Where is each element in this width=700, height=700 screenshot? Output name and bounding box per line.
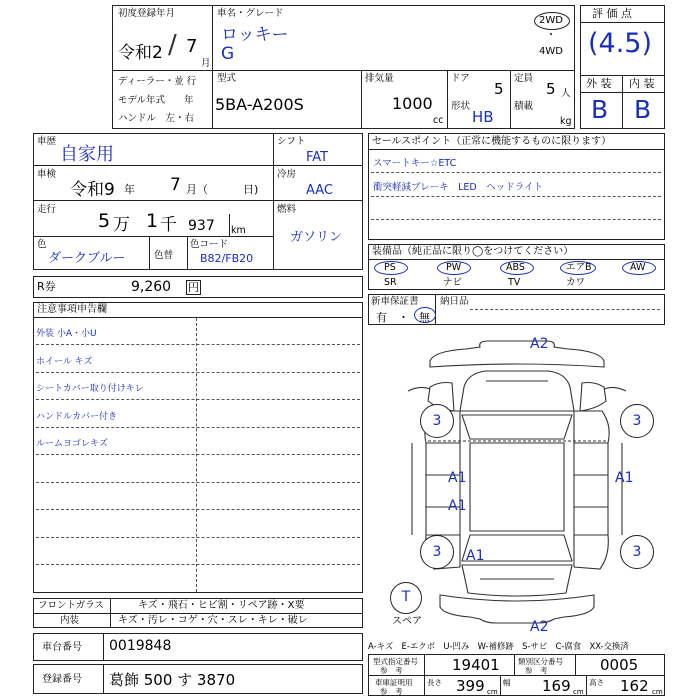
dealer-line1: ディーラー・並 行 (118, 76, 197, 87)
note-line-5: ルームヨゴレキズ (36, 439, 108, 449)
header-box (112, 5, 575, 129)
fuel-label: 燃料 (277, 204, 297, 215)
recycle-unit-box: 円 (188, 281, 199, 294)
mileage-sen: 1 (146, 210, 159, 232)
mark-left-front-door: A1 (448, 470, 467, 486)
inspection-month-unit: 月（ (186, 183, 208, 196)
mark-left-rear-door: A1 (448, 498, 467, 514)
inspection-year-unit: 年 (124, 183, 135, 196)
car-grade: G (221, 44, 235, 64)
chassis-box (33, 633, 363, 661)
inspection-day-unit: 日) (243, 183, 259, 196)
color-label: 色 (37, 239, 47, 250)
note-line-3: シートカバー取り付けキレ (36, 384, 144, 394)
capacity-value: 5 (546, 80, 556, 98)
load-label: 積載 (514, 101, 534, 112)
history-value: 自家用 (60, 144, 114, 165)
mileage-rest: 937 (188, 218, 215, 234)
warranty-circled: 無 (419, 311, 430, 324)
recycle-value: 9,260 (131, 279, 172, 295)
front-glass-text: キズ・飛石・ヒビ割・リペア跡・X要 (138, 600, 305, 611)
warranty-label: 新車保証書 (371, 296, 419, 307)
plate-value: 葛飾 500 す 3870 (109, 671, 236, 689)
repaint-label: 色替 (154, 250, 174, 261)
class-value: 0005 (600, 656, 639, 674)
displacement-unit: cc (433, 115, 444, 126)
spare-mark: T (401, 589, 411, 605)
rating-label: 評 価 点 (592, 7, 632, 20)
recycle-label: R券 (37, 280, 56, 293)
height-value: 162 (620, 677, 649, 695)
shift-label: シフト (277, 136, 306, 147)
delivery-label: 納日品 (440, 296, 469, 307)
inspection-era: 令和9 (70, 180, 115, 200)
tire-front-left-mark: 3 (432, 413, 442, 429)
rating-exterior: B (591, 95, 609, 124)
notes-label: 注意事項申告欄 (37, 304, 107, 315)
selling-label: セールスポイント（正常に機能するものに限ります） (372, 136, 612, 147)
rating-exterior-label: 外 装 (586, 77, 612, 90)
car-label: 車名・グレード (217, 8, 284, 19)
displacement-label: 排気量 (365, 73, 394, 84)
length-value: 399 (456, 677, 485, 695)
car-name: ロッキー (221, 25, 289, 45)
warranty-value: 有 ・ (376, 311, 409, 324)
mark-right-front-door: A1 (615, 470, 634, 486)
dealer-line3: ハンドル 左・右 (118, 113, 195, 124)
inspection-month: 7 (170, 175, 181, 195)
mileage-unit: km (231, 225, 246, 236)
doors-value: 5 (494, 80, 504, 98)
plate-label: 登録番号 (42, 674, 82, 685)
inspection-label: 車検 (37, 169, 57, 180)
history-label: 車歴 (37, 136, 57, 147)
interior-label: 内装 (60, 615, 80, 626)
front-glass-label: フロントガラス (38, 600, 104, 611)
ac-value: AAC (306, 183, 333, 198)
width-unit: cm (573, 688, 584, 696)
height-unit: cm (652, 688, 663, 696)
reg-label: 初度登録年月 (118, 8, 176, 19)
spare-tire (390, 582, 422, 614)
option-ps: PS (384, 262, 396, 273)
note-line-1: 外装 小A・小U (36, 329, 97, 339)
shape-value: HB (472, 108, 494, 126)
interior-text: キズ・汚レ・コゲ・穴・スレ・キレ・破レ (118, 615, 308, 626)
shape-label: 形状 (451, 101, 471, 112)
option-pw: PW (446, 262, 462, 273)
capacity-unit: 人 (561, 88, 571, 99)
ac-label: 冷房 (277, 169, 297, 180)
displacement-value: 1000 (392, 94, 433, 113)
tire-front-right (620, 404, 654, 438)
reg-month: 7 (186, 36, 198, 57)
width-value: 169 (542, 677, 571, 695)
cert-label: 車庫証明用 (375, 678, 413, 687)
damage-legend: A-キズ E-エクボ U-凹み W-補修跡 S-サビ C-腐食 XX-交換済 (368, 641, 629, 651)
model-value: 5BA-A200S (215, 95, 304, 114)
option-abs: ABS (506, 262, 525, 273)
type-cert-sub: 参 考 (380, 666, 403, 675)
color-code-label: 色コード (190, 239, 229, 250)
option-airbag: エアB (566, 262, 592, 273)
option-aw: AW (630, 262, 646, 273)
mileage-sen-unit: 千 (160, 215, 177, 235)
mileage-man-unit: 万 (113, 215, 130, 235)
drive-4wd: 4WD (539, 46, 563, 57)
fuel-value: ガソリン (290, 230, 343, 245)
drive-2wd: 2WD (539, 15, 563, 26)
selling-line1: スマートキー☆ETC (373, 158, 457, 169)
reg-sep: / (168, 30, 177, 60)
mark-left-rear-fender: A1 (466, 548, 485, 564)
rating-interior: B (634, 95, 652, 124)
tire-rear-right (620, 535, 654, 569)
option-navi: ナビ (443, 277, 463, 288)
selling-line2: 衝突軽減ブレーキ LED ヘッドライト (373, 182, 543, 193)
rating-value: (4.5) (588, 28, 653, 59)
capacity-label: 定員 (514, 73, 534, 84)
class-label: 類別区分番号 (518, 657, 563, 666)
color-value: ダークブルー (48, 251, 126, 266)
type-cert-value: 19401 (452, 656, 500, 674)
cert-sub: 参 考 (380, 687, 403, 696)
option-leather: カワ (566, 277, 586, 288)
reg-month-unit: 月 (201, 58, 211, 69)
length-label: 長さ (427, 678, 442, 687)
type-cert-label: 型式指定番号 (373, 657, 418, 666)
option-tv: TV (508, 277, 521, 288)
drive-dot: ・ (546, 30, 556, 41)
tire-front-right-mark: 3 (632, 413, 642, 429)
mileage-man: 5 (98, 210, 111, 232)
rating-interior-label: 内 装 (629, 77, 655, 90)
color-code: B82/FB20 (200, 252, 254, 265)
reg-era: 令和2 (118, 43, 163, 63)
mark-front-bumper: A2 (530, 336, 549, 352)
tire-front-left (420, 404, 454, 438)
load-unit: kg (560, 116, 572, 127)
mileage-label: 走行 (37, 204, 57, 215)
dealer-line2: モデル年式 年 (118, 95, 194, 106)
options-label: 装備品（純正品に限り◯をつけてください） (372, 246, 574, 257)
note-line-4: ハンドルカバー付き (36, 412, 118, 422)
mark-rear-bumper: A2 (530, 619, 549, 635)
option-sr: SR (384, 277, 397, 288)
note-line-2: ホイール キズ (36, 357, 93, 367)
tire-rear-left (420, 535, 454, 569)
tire-rear-left-mark: 3 (432, 544, 442, 560)
doors-label: ドア (451, 73, 470, 84)
spare-label: スペア (392, 616, 422, 627)
length-unit: cm (487, 688, 498, 696)
model-label: 型式 (217, 73, 237, 84)
width-label: 幅 (503, 678, 511, 687)
height-label: 高さ (589, 678, 604, 687)
tire-rear-right-mark: 3 (632, 544, 642, 560)
shift-value: FAT (306, 150, 329, 165)
chassis-label: 車台番号 (42, 642, 82, 653)
chassis-value: 0019848 (109, 638, 172, 654)
class-sub: 参 考 (525, 666, 548, 675)
